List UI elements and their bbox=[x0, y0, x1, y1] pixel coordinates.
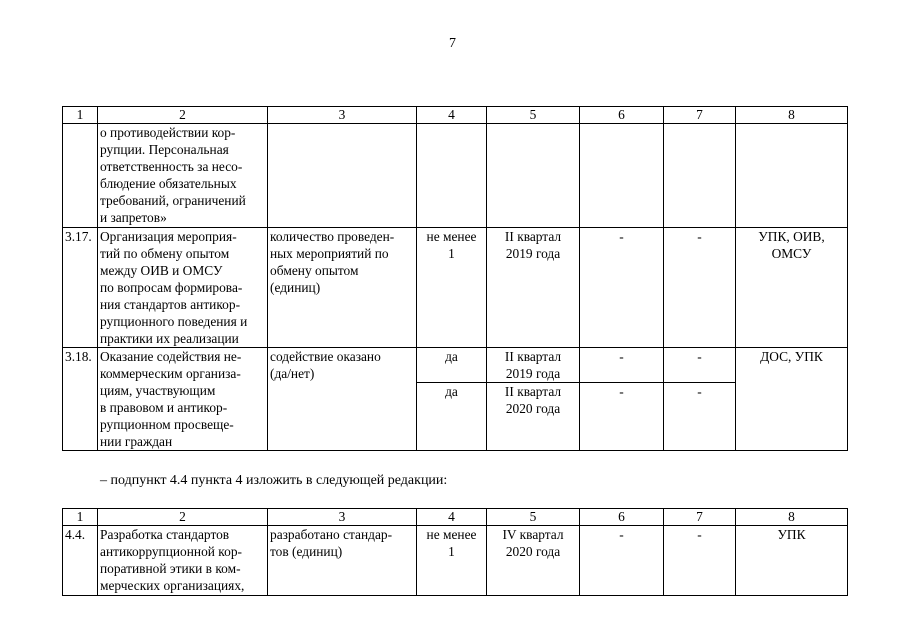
cell-indicator bbox=[268, 348, 417, 451]
header-cell: 7 bbox=[664, 509, 736, 526]
header-cell: 1 bbox=[63, 107, 98, 124]
cell-value bbox=[417, 526, 487, 596]
cell-num bbox=[63, 124, 98, 228]
cell-responsible bbox=[736, 228, 848, 348]
cell-term bbox=[487, 124, 580, 228]
text-line: блюдение обязательных bbox=[100, 176, 237, 191]
cell-value: да bbox=[417, 383, 487, 451]
text-line: поративной этики в ком- bbox=[100, 561, 241, 576]
text-line: Организация мероприя- bbox=[100, 229, 237, 244]
text-line: количество проведен- bbox=[270, 229, 395, 244]
cell-term bbox=[487, 348, 580, 383]
text-line: и запретов» bbox=[100, 210, 167, 225]
cell-indicator bbox=[268, 228, 417, 348]
cell-col7: - bbox=[664, 526, 736, 596]
text-line: II квартал bbox=[504, 349, 562, 364]
cell-term bbox=[487, 383, 580, 451]
text-line: не менее bbox=[426, 527, 477, 542]
text-line: циям, участвующим bbox=[100, 383, 216, 398]
text-line: 1 bbox=[448, 544, 455, 559]
text-line: Разработка стандартов bbox=[100, 527, 230, 542]
text-line: Оказание содействия не- bbox=[100, 349, 242, 364]
cell-term bbox=[487, 526, 580, 596]
header-cell: 7 bbox=[664, 107, 736, 124]
text-line: 2020 года bbox=[505, 401, 561, 417]
text-line: рупции. Персональная bbox=[100, 142, 229, 157]
cell-responsible: ДОС, УПК bbox=[736, 348, 848, 451]
text-line: о противодействии кор- bbox=[100, 125, 236, 140]
text-line: рупционном просвеще- bbox=[100, 417, 234, 432]
text-line: 1 bbox=[448, 246, 455, 261]
table-header-row bbox=[63, 107, 848, 124]
cell-col6: - bbox=[580, 526, 664, 596]
text-line: УПК, ОИВ, bbox=[758, 229, 825, 244]
header-cell: 5 bbox=[487, 107, 580, 124]
text-line: ОМСУ bbox=[771, 246, 812, 261]
instruction-text: – подпункт 4.4 пункта 4 изложить в следующей редакции: bbox=[100, 473, 448, 488]
header-cell: 1 bbox=[63, 509, 98, 526]
text-line: практики их реализации bbox=[100, 331, 239, 346]
text-line: антикоррупционной кор- bbox=[100, 544, 242, 559]
text-line: тов (единиц) bbox=[270, 544, 343, 559]
table-row-3-18 bbox=[63, 348, 848, 383]
text-line: содействие оказано bbox=[270, 349, 381, 364]
text-line: II квартал bbox=[504, 229, 562, 244]
text-line: по вопросам формирова- bbox=[100, 280, 243, 295]
text-line: 2019 года bbox=[505, 246, 561, 261]
text-line: (единиц) bbox=[270, 280, 321, 295]
cell-measure bbox=[98, 348, 268, 451]
header-cell: 2 bbox=[98, 107, 268, 124]
header-cell: 6 bbox=[580, 509, 664, 526]
text-line: (да/нет) bbox=[270, 366, 315, 381]
cell-col7: - bbox=[664, 383, 736, 451]
table-row-4-4 bbox=[63, 526, 848, 596]
text-line: 2020 года bbox=[505, 544, 561, 559]
cell-col6: - bbox=[580, 383, 664, 451]
header-cell: 2 bbox=[98, 509, 268, 526]
cell-indicator bbox=[268, 526, 417, 596]
text-line: 2019 года bbox=[505, 366, 561, 381]
cell-responsible: УПК bbox=[736, 526, 848, 596]
text-line: нии граждан bbox=[100, 434, 173, 449]
cell-value bbox=[417, 124, 487, 228]
cell-col7: - bbox=[664, 348, 736, 383]
text-line: ных мероприятий по bbox=[270, 246, 389, 261]
text-line: II квартал bbox=[504, 384, 562, 400]
cell-measure bbox=[98, 124, 268, 228]
cell-col6: - bbox=[580, 228, 664, 348]
cell-responsible bbox=[736, 124, 848, 228]
cell-num: 3.17. bbox=[63, 228, 98, 348]
text-line: ния стандартов антикор- bbox=[100, 297, 241, 312]
cell-measure bbox=[98, 228, 268, 348]
header-cell: 5 bbox=[487, 509, 580, 526]
table-row-continuation bbox=[63, 124, 848, 228]
text-line: IV квартал bbox=[502, 527, 564, 542]
header-cell: 8 bbox=[736, 107, 848, 124]
plan-table-2 bbox=[62, 508, 848, 596]
cell-col7 bbox=[664, 124, 736, 228]
text-line: рупционного поведения и bbox=[100, 314, 248, 329]
text-line: между ОИВ и ОМСУ bbox=[100, 263, 223, 278]
header-cell: 3 bbox=[268, 509, 417, 526]
text-line: ответственность за несо- bbox=[100, 159, 243, 174]
text-line: разработано стандар- bbox=[270, 527, 393, 542]
cell-value: да bbox=[417, 348, 487, 383]
cell-col6: - bbox=[580, 348, 664, 383]
cell-num: 3.18. bbox=[63, 348, 98, 451]
text-line: не менее bbox=[426, 229, 477, 244]
header-cell: 8 bbox=[736, 509, 848, 526]
text-line: обмену опытом bbox=[270, 263, 359, 278]
page-number: 7 bbox=[449, 36, 456, 51]
table-row-3-17 bbox=[63, 228, 848, 348]
cell-measure bbox=[98, 526, 268, 596]
header-cell: 4 bbox=[417, 107, 487, 124]
cell-indicator bbox=[268, 124, 417, 228]
text-line: требований, ограничений bbox=[100, 193, 246, 208]
text-line: коммерческим организа- bbox=[100, 366, 241, 381]
cell-value bbox=[417, 228, 487, 348]
text-line: тий по обмену опытом bbox=[100, 246, 230, 261]
text-line: в правовом и антикор- bbox=[100, 400, 228, 415]
plan-table-1 bbox=[62, 106, 848, 451]
cell-term bbox=[487, 228, 580, 348]
header-cell: 6 bbox=[580, 107, 664, 124]
cell-col7: - bbox=[664, 228, 736, 348]
text-line: мерческих организациях, bbox=[100, 578, 245, 593]
header-cell: 3 bbox=[268, 107, 417, 124]
table-header-row bbox=[63, 509, 848, 526]
cell-col6 bbox=[580, 124, 664, 228]
header-cell: 4 bbox=[417, 509, 487, 526]
cell-num: 4.4. bbox=[63, 526, 98, 596]
